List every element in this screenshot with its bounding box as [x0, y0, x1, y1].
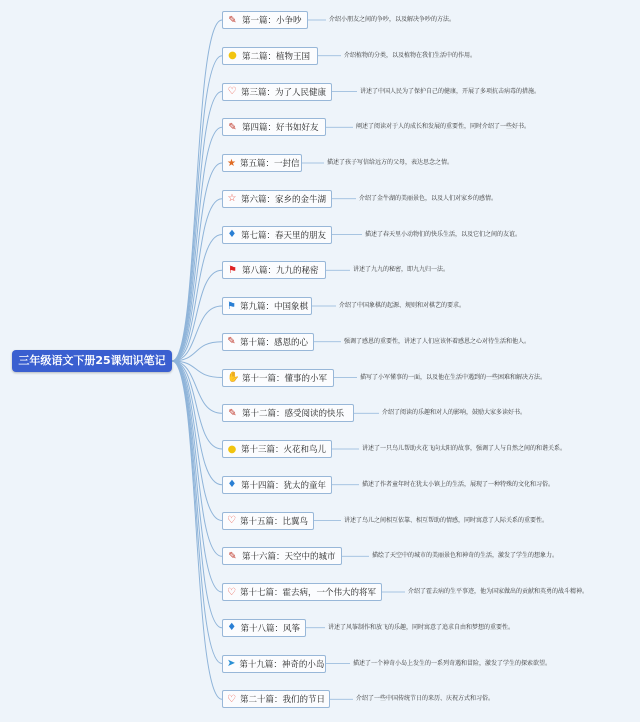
topic-description: 介绍了中国象棋的起源、规则和对棋艺的要求。: [339, 302, 466, 309]
topic-node[interactable]: [222, 690, 330, 708]
topic-title: 第十四篇：犹太的童年: [240, 480, 326, 491]
hand-icon: ✋: [227, 372, 240, 383]
heart-icon: ♡: [227, 86, 237, 97]
topic-node[interactable]: [222, 11, 308, 29]
topic-title: 第十篇：感恩的心: [239, 337, 308, 348]
topic-title: 第十九篇：神奇的小岛: [239, 659, 325, 670]
topic-node[interactable]: [222, 118, 326, 136]
topic-title: 第二篇：植物王国: [242, 51, 311, 62]
topic-node[interactable]: [222, 261, 326, 279]
pencil-icon: ✎: [227, 336, 236, 348]
connector-line: [172, 20, 222, 361]
star-outline-icon: ☆: [227, 193, 237, 205]
topic-description: 强调了感恩的重要性，讲述了人们应该怀着感恩之心对待生活和他人。: [344, 337, 531, 345]
topic-title: 第五篇：一封信: [239, 159, 300, 169]
topic-description: 描绘了天空中的城市的美丽景色和神奇的生活，激发了学生的想象力。: [372, 552, 559, 560]
topic-description: 描述了孩子写信给远方的父母，表达思念之情。: [327, 159, 454, 166]
topic-description: 介绍了金牛湖的美丽景色，以及人们对家乡的感情。: [359, 194, 498, 202]
heart-icon: ♡: [227, 515, 236, 526]
topic-description: 描述了一个神奇小岛上发生的一系列奇遇和冒险，激发了学生的探索欲望。: [353, 659, 552, 667]
topic-title: 第十一篇：懂事的小军: [242, 373, 328, 384]
connector-line: [172, 127, 222, 361]
topic-title: 第十八篇：风筝: [240, 623, 300, 634]
topic-node[interactable]: [222, 47, 318, 65]
topic-description: 介绍小朋友之间的争吵，以及解决争吵的方法。: [329, 16, 456, 23]
topic-title: 第十六篇：天空中的城市: [242, 552, 336, 563]
topic-node[interactable]: [222, 547, 342, 565]
topic-node[interactable]: [222, 619, 306, 637]
blue-flag-icon: ⚑: [227, 300, 236, 312]
connector-line: [172, 361, 222, 521]
topic-title: 第六篇：家乡的金牛湖: [240, 194, 326, 205]
topic-node[interactable]: [222, 83, 332, 101]
topic-title: 第十五篇：比翼鸟: [239, 516, 308, 527]
topic-node[interactable]: [222, 440, 332, 458]
topic-node[interactable]: [222, 404, 354, 422]
topic-description: 描述了春天里小动物们的快乐生活，以及它们之间的友谊。: [365, 230, 522, 238]
pencil-icon: ✎: [228, 121, 237, 133]
heart-icon: ♡: [227, 586, 236, 598]
drop-icon: ♦: [227, 229, 237, 240]
topic-title: 第二十篇：我们的节日: [239, 695, 325, 706]
topic-description: 讲述了风筝制作和放飞的乐趣，同时寓意了追求自由和梦想的重要性。: [328, 623, 515, 631]
drop-icon: ♦: [227, 479, 237, 491]
plane-icon: ➤: [227, 658, 236, 669]
bulb-icon: ●: [228, 50, 237, 62]
topic-description: 介绍了霍去病的生平事迹，他为国家做出的贡献和英勇的战斗精神。: [408, 588, 589, 595]
bulb-icon: ●: [227, 443, 237, 455]
topic-title: 第七篇：春天里的朋友: [240, 230, 326, 241]
pencil-icon: ✎: [228, 407, 237, 419]
topic-description: 介绍植物的分类，以及植物在我们生活中的作用。: [344, 51, 477, 59]
connector-line: [172, 361, 222, 592]
topic-node[interactable]: [222, 297, 312, 315]
topic-title: 第十二篇：感受阅读的快乐: [242, 409, 345, 420]
topic-description: 阐述了阅读对于人的成长和发展的重要性，同时介绍了一些好书。: [356, 123, 531, 131]
topic-description: 描写了小军懂事的一面，以及他在生活中遇到的一些困难和解决方法。: [360, 373, 547, 381]
topic-node[interactable]: [222, 333, 314, 351]
topic-node[interactable]: [222, 369, 334, 387]
topic-node[interactable]: [222, 655, 326, 673]
topic-description: 介绍了一些中国传统节日的来历、庆祝方式和习俗。: [356, 695, 495, 703]
connector-line: [172, 56, 222, 361]
topic-description: 讲述了鸟儿之间相互依靠、相互帮助的情感，同时寓意了人际关系的重要性。: [344, 516, 549, 524]
topic-title: 第八篇：九九的秘密: [242, 266, 319, 277]
topic-node[interactable]: [222, 226, 332, 244]
star-icon: ★: [227, 157, 236, 169]
topic-description: 讲述了一只鸟儿帮助火花飞向太阳的故事，强调了人与自然之间的和谐关系。: [362, 445, 567, 452]
topic-description: 讲述了九九的秘密，即九九归一法。: [353, 266, 450, 274]
topic-description: 介绍了阅读的乐趣和对人的影响，鼓励大家多读好书。: [382, 409, 527, 417]
connector-line: [172, 92, 222, 362]
topic-title: 第一篇：小争吵: [242, 16, 302, 26]
pencil-icon: ✎: [228, 14, 237, 26]
heart-icon: ♡: [227, 693, 236, 705]
topic-title: 第十三篇：火花和鸟儿: [240, 445, 326, 455]
pencil-icon: ✎: [228, 550, 237, 562]
topic-description: 讲述了中国人民为了保护自己的健康，开展了多项抗击病毒的措施。: [360, 87, 541, 95]
topic-node[interactable]: [222, 583, 382, 601]
topic-node[interactable]: [222, 154, 302, 172]
connector-line: [172, 270, 222, 361]
topic-node[interactable]: [222, 512, 314, 530]
red-flag-icon: ⚑: [228, 264, 237, 276]
topic-node[interactable]: [222, 190, 332, 208]
connector-line: [172, 361, 222, 628]
topic-node[interactable]: [222, 476, 332, 494]
connector-line: [172, 361, 222, 449]
topic-title: 第十七篇：霍去病，一个伟大的将军: [239, 588, 376, 598]
root-topic[interactable]: 三年级语文下册25课知识笔记: [12, 350, 172, 372]
drop-icon: ♦: [227, 622, 237, 634]
topic-title: 第四篇：好书如好友: [242, 123, 319, 134]
topic-title: 第九篇：中国象棋: [239, 302, 308, 312]
topic-title: 第三篇：为了人民健康: [240, 87, 326, 98]
topic-description: 描述了作者童年时在犹太小镇上的生活，展现了一种特殊的文化和习俗。: [362, 480, 555, 488]
